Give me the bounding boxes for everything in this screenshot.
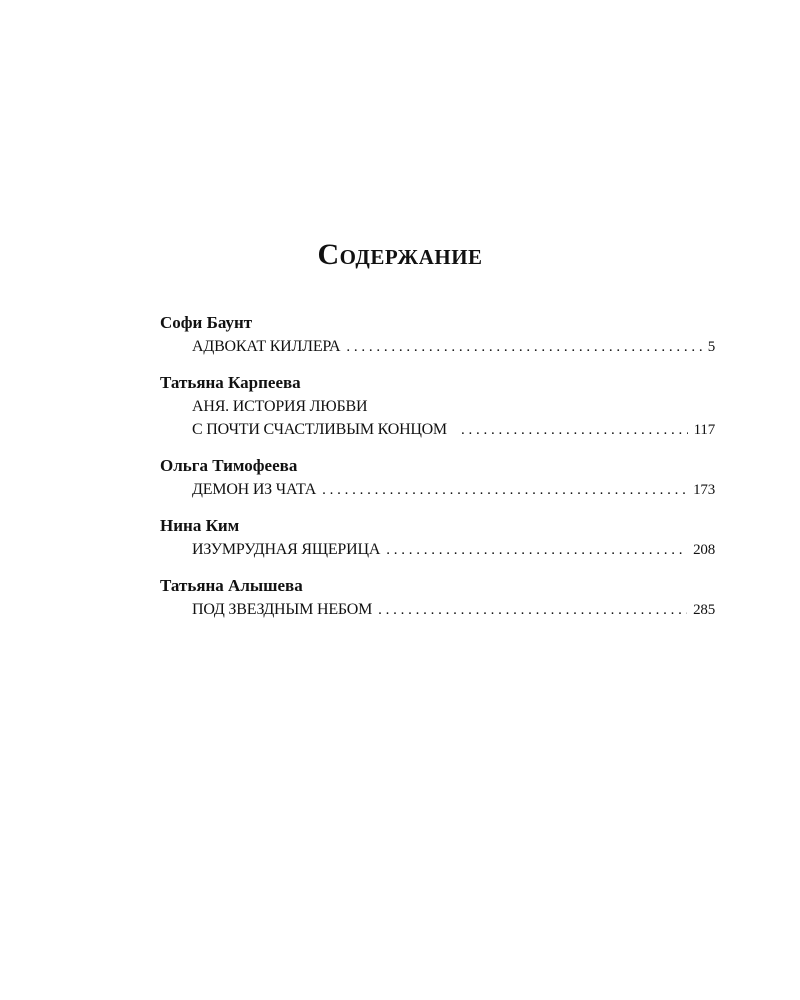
- toc-entry: [192, 335, 715, 358]
- toc-page-number: 173: [693, 482, 715, 498]
- toc-work-title: ИЗУМРУДНАЯ ЯЩЕРИЦА: [192, 541, 381, 558]
- toc-entry: [192, 598, 715, 621]
- toc-work-title: АДВОКАТ КИЛЛЕРА: [192, 338, 341, 355]
- dot-leader: [461, 419, 688, 442]
- toc-section: [160, 573, 715, 621]
- toc-author: Нина Ким: [160, 516, 240, 535]
- toc-page-number: 208: [693, 542, 715, 558]
- toc-entry: [192, 478, 715, 501]
- dot-leader: [322, 479, 687, 502]
- toc-work-title: ПОД ЗВЕЗДНЫМ НЕБОМ: [192, 601, 373, 618]
- toc-page-number: 285: [693, 602, 715, 618]
- toc-section: [160, 370, 715, 441]
- table-of-contents: [160, 310, 715, 633]
- toc-section: [160, 453, 715, 501]
- toc-work-title-line: АНЯ. ИСТОРИЯ ЛЮБВИ: [192, 398, 368, 415]
- toc-author: Ольга Тимофеева: [160, 456, 298, 475]
- dot-leader: [386, 539, 687, 562]
- toc-entry: [192, 538, 715, 561]
- toc-work-title: С ПОЧТИ СЧАСТЛИВЫМ КОНЦОМ: [192, 421, 447, 438]
- page-title: Содержание: [317, 238, 483, 271]
- toc-author: Софи Баунт: [160, 313, 253, 332]
- toc-author: Татьяна Алышева: [160, 576, 303, 595]
- toc-entry: [192, 418, 715, 441]
- dot-leader: [346, 336, 701, 359]
- toc-page-number: 117: [693, 422, 715, 438]
- toc-author: Татьяна Карпеева: [160, 373, 301, 392]
- toc-section: [160, 513, 715, 561]
- toc-work-title: ДЕМОН ИЗ ЧАТА: [192, 481, 317, 498]
- dot-leader: [378, 599, 687, 622]
- toc-section: [160, 310, 715, 358]
- toc-page-number: 5: [707, 339, 715, 355]
